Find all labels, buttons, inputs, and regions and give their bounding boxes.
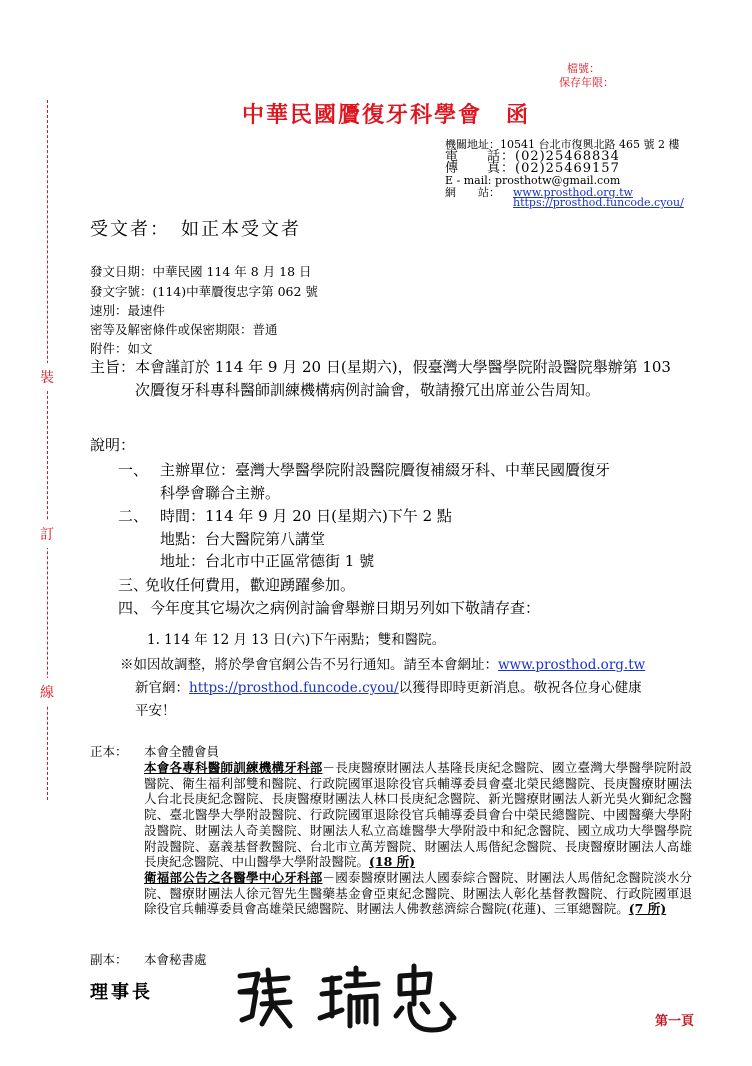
website-link-2[interactable]: https://prosthod.funcode.cyou/ (513, 196, 684, 209)
welfare-heading: 衛福部公告之各醫學中心牙科部 (144, 869, 323, 885)
signature-image (232, 960, 482, 1040)
note-line2 (135, 676, 642, 696)
welfare-count: (7 所) (628, 901, 667, 917)
note-link-1[interactable]: www.prosthod.org.tw (498, 657, 646, 673)
item4-number: 四、 (118, 599, 149, 617)
training-count: (18 所) (369, 854, 416, 870)
binding-mark-bottom: 線 (40, 678, 54, 706)
original-label: 正本： (90, 744, 128, 759)
subject-text: 本會謹訂於 114 年 9 月 20 日(星期六)，假臺灣大學醫學院附設醫院舉辦第 103 次贗復牙科專科醫師訓練機構病例討論會，敬請撥冗出席並公告周知。 (135, 358, 671, 399)
item2-place: 地點：台大醫院第八講堂 (160, 530, 326, 548)
subject-label: 主旨： (90, 358, 136, 376)
retention-period: 保存年限： (559, 76, 614, 89)
item4-text: 今年度其它場次之病例討論會舉辦日期另列如下敬請存查： (150, 599, 541, 617)
issue-number: 發文字號：(114)中華贗復忠字第 062 號 (90, 284, 318, 299)
distribution-list (144, 760, 692, 917)
contact-address: 機關地址：10541 台北市復興北路 465 號 2 樓 (445, 138, 680, 151)
issue-date: 發文日期：中華民國 114 年 8 月 18 日 (90, 264, 312, 279)
note-link-2[interactable]: https://prosthod.funcode.cyou/ (189, 680, 399, 696)
item3-number: 三、 (118, 576, 149, 594)
item2-address: 地址：台北市中正區常德街 1 號 (160, 552, 375, 570)
welfare-list: －國泰醫療財團法人國泰綜合醫院、財團法人馬偕紀念醫院淡水分院、醫療財團法人徐元智先生醫藥基金會亞東紀念醫院、財團法人彰化基督教醫院、行政院國軍退除役官兵輔導委員會高雄榮民總醫院、財團法人佛教慈濟綜合醫院(花蓮)、三軍總醫院。 (144, 869, 692, 917)
note-line2-prefix: 新官網： (135, 680, 189, 696)
training-list: －長庚醫療財團法人基隆長庚紀念醫院、國立臺灣大學醫學院附設醫院、衛生福利部雙和醫院、行政院國軍退除役官兵輔導委員會臺北榮民總醫院、長庚醫療財團法人台北長庚紀念醫院、長庚醫療財團法人林口長庚紀念醫院、新光醫療財團法人新光吳火獅紀念醫院、臺北醫學大學附設醫院、行政院國軍退除役官兵輔導委員會台中榮民總醫院、中國醫藥大學附設醫院、財團法人奇美醫院、財團法人私立高雄醫學大學附設中和紀念醫院、國立成功大學醫學院附設醫院、嘉義基督教醫院、台北市立萬芳醫院、財團法人馬偕紀念醫院、長庚醫療財團法人高雄長庚紀念醫院、中山醫學大學附設醫院。 (144, 760, 692, 870)
contact-fax: 傳 真：(02)25469157 (445, 161, 620, 176)
file-number: 檔號： (567, 62, 600, 75)
binding-mark-top: 裝 (40, 363, 54, 391)
website-link-1[interactable]: www.prosthod.org.tw (513, 186, 633, 199)
item1-number: 一、 (118, 461, 149, 479)
note-line2-suffix: 以獲得即時更新消息。敬祝各位身心健康 (398, 680, 642, 696)
note-line1-text: ※如因故調整，將於學會官網公告不另行通知。請至本會網址： (120, 657, 498, 673)
page-number: 第一頁 (655, 1014, 695, 1029)
item1-line1: 主辦單位：臺灣大學醫學院附設醫院贗復補綴牙科、中華民國贗復牙 (160, 461, 611, 479)
copy-label: 副本： (90, 952, 128, 967)
recipient: 受文者： 如正本受文者 (90, 219, 301, 240)
item2-time: 時間：114 年 9 月 20 日(星期六)下午 2 點 (160, 507, 452, 525)
archive-info (559, 62, 614, 90)
item1-line2: 科學會聯合主辦。 (160, 484, 281, 502)
speed: 速別：最速件 (90, 303, 166, 318)
explanation-heading: 說明： (90, 436, 136, 454)
binding-mark-middle: 訂 (40, 520, 54, 548)
signatory-title: 理事長 (90, 982, 153, 1003)
note-line3: 平安！ (135, 703, 176, 719)
secrecy: 密等及解密條件或保密期限：普通 (90, 322, 278, 337)
copy-main: 本會秘書處 (144, 952, 207, 967)
contact-phone: 電 話：(02)25468834 (445, 149, 620, 164)
contact-email: E - mail: prosthotw@gmail.com (445, 174, 621, 187)
original-main: 本會全體會員 (144, 744, 220, 759)
training-heading: 本會各專科醫師訓練機構牙科部 (144, 760, 323, 775)
contact-website-label: 網 站： (445, 186, 500, 199)
schedule-item-1: 1. 114 年 12 月 13 日(六)下午兩點；雙和醫院。 (147, 632, 446, 648)
item3-text: 免收任何費用，歡迎踴躍參加。 (145, 576, 356, 594)
note-line1 (120, 653, 645, 673)
item2-number: 二、 (118, 507, 149, 525)
document-title: 中華民國贗復牙科學會 函 (242, 102, 531, 128)
attachment: 附件：如文 (90, 341, 153, 356)
